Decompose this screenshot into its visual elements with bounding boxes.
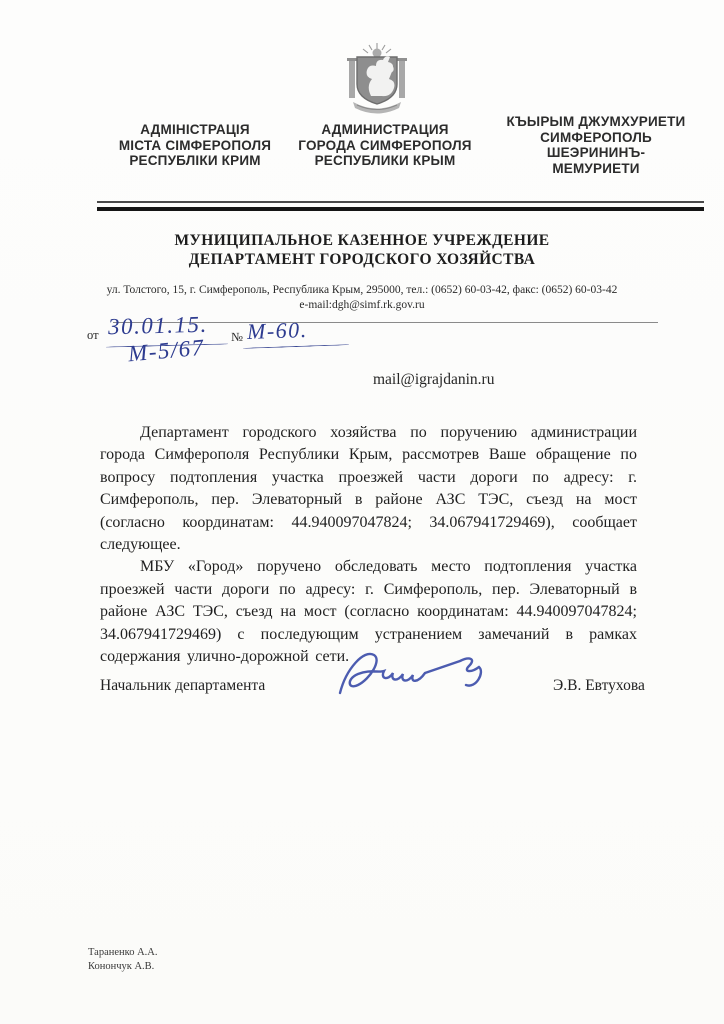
letterhead-line: ШЕЭРИНИНЪ- bbox=[546, 145, 646, 160]
date-label: от bbox=[87, 328, 99, 342]
letterhead-russian bbox=[288, 122, 482, 169]
email-line: e-mail:dgh@simf.rk.gov.ru bbox=[299, 298, 425, 311]
handwritten-underline bbox=[243, 344, 349, 349]
executor-name: Тараненко А.А. bbox=[88, 947, 158, 958]
letterhead-line: МЕМУРИЕТИ bbox=[552, 160, 640, 176]
organization-name-line1: МУНИЦИПАЛЬНОЕ КАЗЕННОЕ УЧРЕЖДЕНИЕ bbox=[174, 232, 550, 249]
letterhead-line: КЪЫРЫМ ДЖУМХУРИЕТИ bbox=[506, 114, 686, 129]
body-paragraph-1: Департамент городского хозяйства по поручению администрации города Симферополя Республики Крым, рассмотрев Ваше обращение по вопросу подтопления участка проезжей части дороги по адресу: г. Симферополь, пер. Элеваторный в районе АЗС ТЭС, съезд на мост (согласно координатам: 44.940097047824; 34.067941729469), сообщает следующее. bbox=[100, 424, 637, 554]
executor-names bbox=[88, 946, 157, 974]
body-paragraph-2: МБУ «Город» поручено обследовать место подтопления участка проезжей части дороги по адресу: г. Симферополь, пер. Элеваторный в районе АЗС ТЭС, съезд на мост (согласно координатам: 44.940097047824; 34.067941729469) с последующим устранением замечаний в рамках содержания улично-дорожной сети. bbox=[100, 558, 637, 666]
address-line: ул. Толстого, 15, г. Симферополь, Республика Крым, 295000, тел.: (0652) 60-03-42, факс: (0652) 60-03-42 bbox=[106, 284, 618, 296]
organization-name bbox=[0, 232, 724, 269]
letterhead-line: ГОРОДА СИМФЕРОПОЛЯ bbox=[298, 137, 472, 153]
handwritten-number: М-60. bbox=[246, 316, 309, 345]
signature-ink bbox=[330, 641, 520, 707]
letterhead-line: МІСТА СІМФЕРОПОЛЯ bbox=[118, 137, 272, 153]
letterhead-line: СИМФЕРОПОЛЬ bbox=[540, 129, 652, 145]
letter-body bbox=[100, 422, 637, 668]
executor-name: Конончук А.В. bbox=[88, 961, 155, 972]
letterhead-line: АДМИНИСТРАЦИЯ bbox=[321, 122, 449, 137]
crimea-coat-of-arms-icon bbox=[341, 42, 413, 120]
recipient-email: mail@igrajdanin.ru bbox=[373, 371, 495, 388]
handwritten-date: 30.01.15. bbox=[107, 311, 209, 340]
signer-position-title: Начальник департамента bbox=[100, 677, 266, 694]
letterhead-line: РЕСПУБЛІКИ КРИМ bbox=[129, 153, 261, 168]
signer-name: Э.В. Евтухова bbox=[553, 677, 645, 694]
contact-info bbox=[0, 283, 724, 312]
number-label: № bbox=[231, 330, 243, 344]
handwritten-incoming-number: М-5/67 bbox=[127, 334, 206, 367]
letterhead-line: АДМІНІСТРАЦІЯ bbox=[140, 122, 250, 137]
letterhead-line: РЕСПУБЛИКИ КРЫМ bbox=[314, 153, 456, 168]
letterhead-ukrainian bbox=[100, 122, 290, 169]
letterhead-crimean-tatar bbox=[482, 114, 710, 176]
organization-name-line2: ДЕПАРТАМЕНТ ГОРОДСКОГО ХОЗЯЙСТВА bbox=[188, 250, 536, 268]
header-divider bbox=[97, 201, 704, 211]
